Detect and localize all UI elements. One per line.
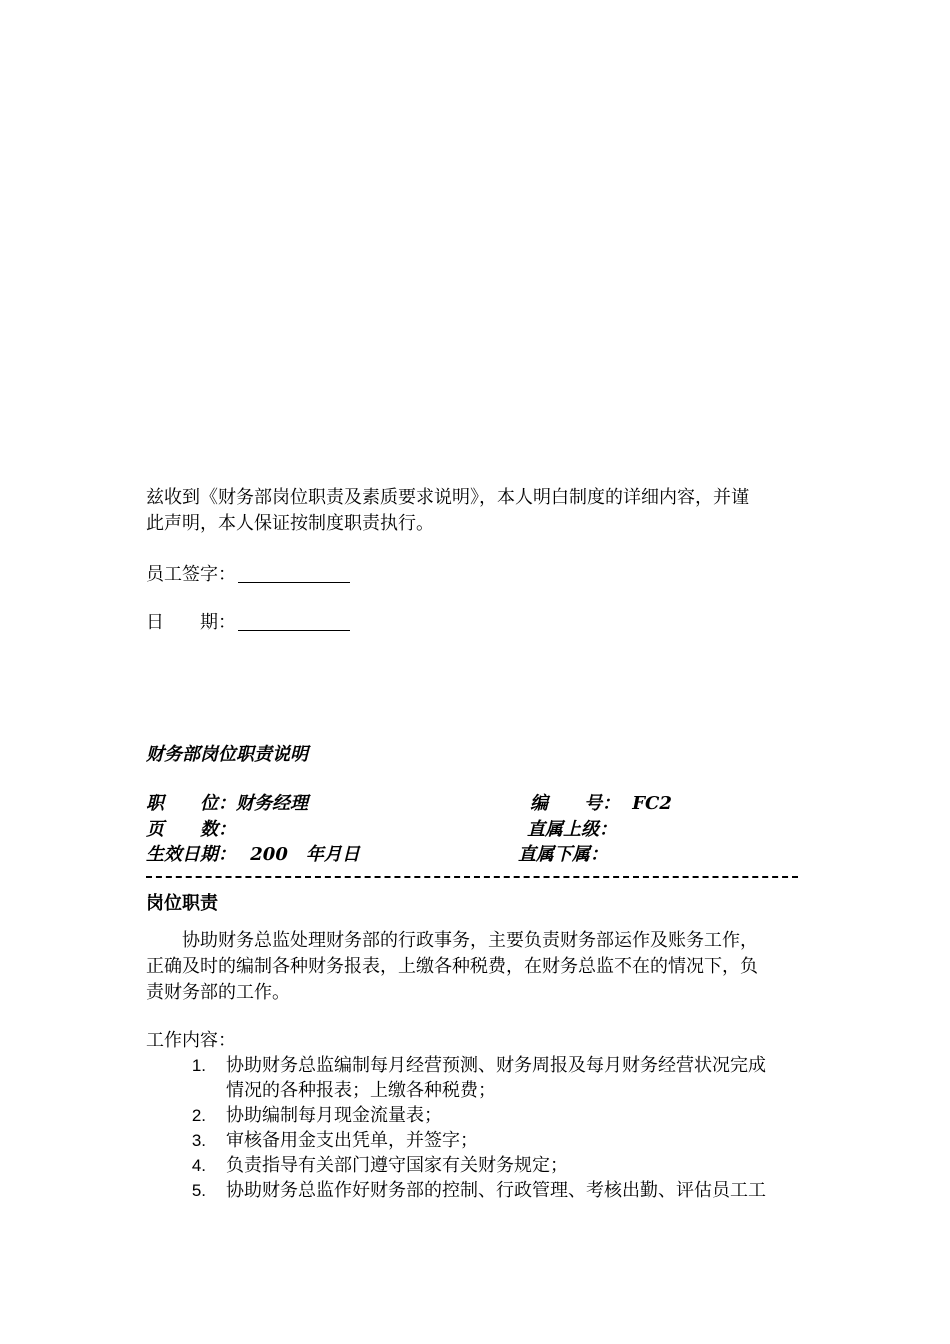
effective-date-field [146,842,360,868]
list-item-text: 协助编制每月现金流量表； [226,1105,442,1126]
list-item-number: 3. [191,1131,206,1150]
document-title: 财务部岗位职责说明 [146,744,308,765]
date-row [146,610,350,636]
effective-date-label: 生效日期： [146,844,236,865]
subordinate-field: 直属下属： [518,844,608,865]
acknowledgement-line-2: 此声明，本人保证按制度职责执行。 [146,513,434,534]
signature-row [146,562,350,588]
position-field: 职 位：财务经理 [146,793,308,814]
list-item-text: 协助财务总监作好财务部的控制、行政管理、考核出勤、评估员工工 [226,1180,766,1201]
number-value: FC2 [632,793,672,814]
list-item-text: 协助财务总监编制每月经营预测、财务周报及每月财务经营状况完成 [226,1055,766,1076]
superior-field: 直属上级： [527,819,617,840]
header-divider [146,876,798,878]
date-label: 日 期： [146,612,236,633]
list-item-number: 1. [191,1056,206,1075]
pages-field: 页 数： [146,819,236,840]
list-item-number: 5. [191,1181,206,1200]
work-heading: 工作内容： [146,1030,236,1051]
list-item-number: 4. [191,1156,206,1175]
list-item-text-continued: 情况的各种报表；上缴各种税费； [226,1080,496,1101]
effective-date-value: 200 年月日 [250,844,360,865]
duties-paragraph-line-1: 协助财务总监处理财务部的行政事务，主要负责财务部运作及账务工作， [182,930,758,951]
list-item-text: 负责指导有关部门遵守国家有关财务规定； [226,1155,568,1176]
signature-label: 员工签字： [146,564,236,585]
duties-heading: 岗位职责 [146,893,218,914]
signature-blank[interactable] [238,564,350,583]
number-label: 编 号： [530,793,620,814]
number-field [530,791,672,817]
duties-paragraph-line-2: 正确及时的编制各种财务报表，上缴各种税费，在财务总监不在的情况下，负 [146,956,758,977]
duties-paragraph-line-3: 责财务部的工作。 [146,982,290,1003]
acknowledgement-line-1: 兹收到《财务部岗位职责及素质要求说明》，本人明白制度的详细内容，并谨 [146,487,749,508]
list-item-number: 2. [191,1106,206,1125]
date-blank[interactable] [238,612,350,631]
list-item-text: 审核备用金支出凭单，并签字； [226,1130,478,1151]
